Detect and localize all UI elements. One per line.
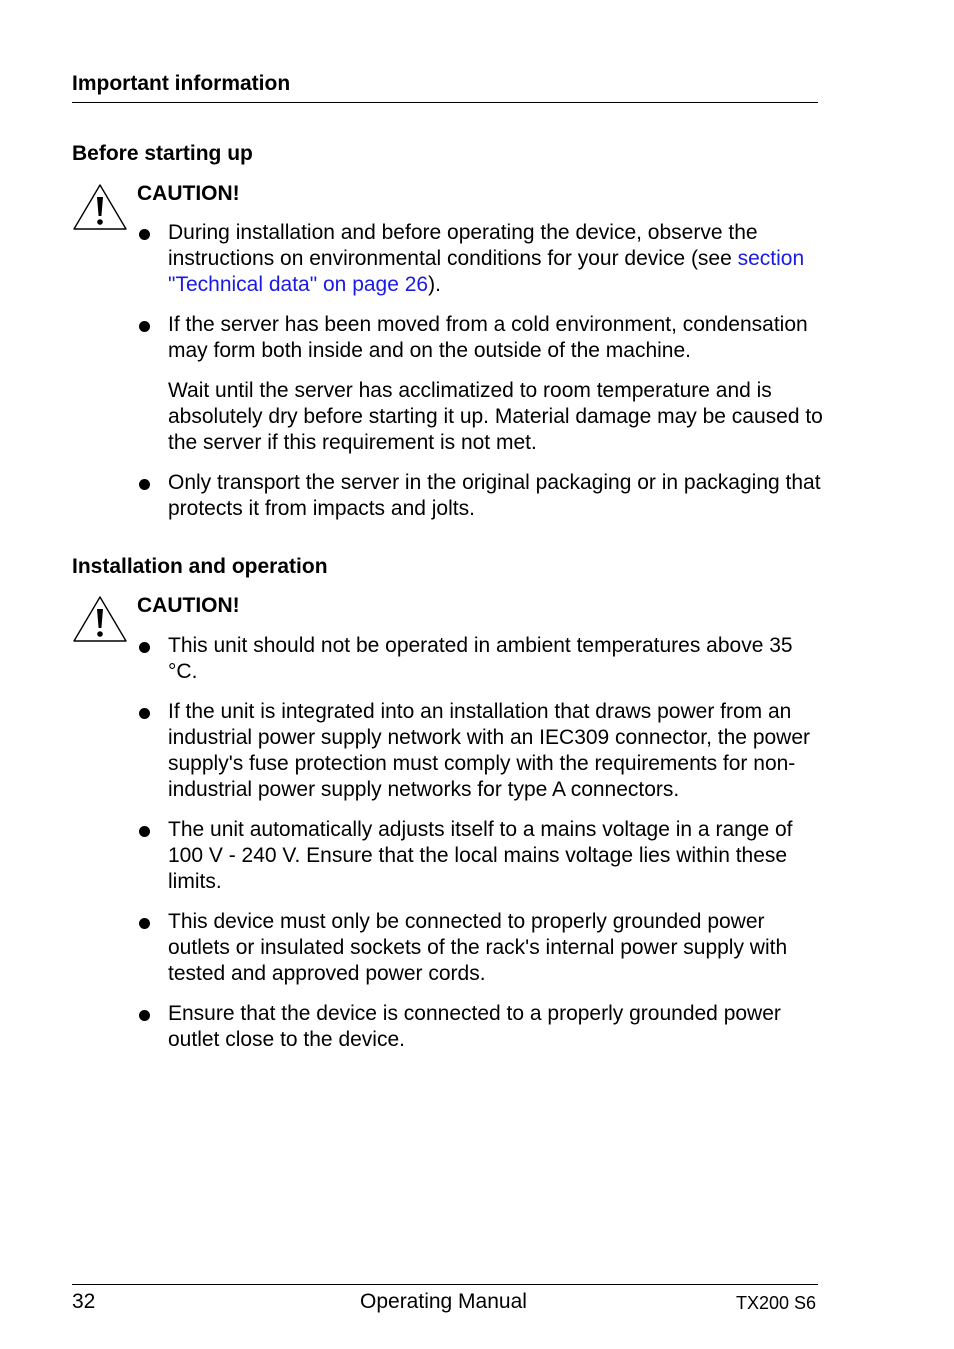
item-text: This device must only be connected to properly grounded power outlets or insulated sockets of the rack's internal power supply with tested and approved power cords. — [168, 910, 788, 985]
warning-icon — [72, 594, 128, 644]
item-text: If the unit is integrated into an installation that draws power from an industrial power supply network with an IEC309 connector, the power supply's fuse protection must comply with the requirements for non-industrial power supply networks for type A connectors. — [168, 700, 811, 801]
section-heading-installation: Installation and operation — [72, 555, 328, 578]
list-item — [137, 220, 827, 298]
list-item — [137, 699, 827, 803]
list-item — [137, 1001, 827, 1053]
bullet-icon — [139, 642, 150, 653]
page-number: 32 — [72, 1290, 96, 1313]
model-name: TX200 S6 — [736, 1293, 817, 1313]
section-heading-before-starting: Before starting up — [72, 142, 253, 165]
bullet-icon — [139, 708, 150, 719]
footer-rule — [72, 1284, 818, 1285]
bullet-icon — [139, 918, 150, 929]
item-text: If the server has been moved from a cold environment, condensation may form both inside and on the outside of the machine. — [168, 313, 808, 362]
item-text: Ensure that the device is connected to a properly grounded power outlet close to the device. — [168, 1002, 781, 1051]
list-item — [137, 633, 827, 685]
bullet-icon — [139, 229, 150, 240]
list-item — [137, 312, 827, 456]
bullet-icon — [139, 826, 150, 837]
item-text: During installation and before operating the device, observe the instructions on environmental conditions for your device (see — [168, 221, 758, 270]
bullet-icon — [139, 479, 150, 490]
bullet-icon — [139, 321, 150, 332]
item-text: Wait until the server has acclimatized to room temperature and is absolutely dry before starting it up. Material damage may be caused to the server if this requirement is not met. — [168, 379, 823, 454]
list-item — [137, 470, 827, 522]
technical-data-link[interactable]: section "Technical data" on page 26 — [168, 247, 805, 296]
item-text-end: ). — [428, 273, 441, 296]
bullet-icon — [139, 1010, 150, 1021]
item-text: The unit automatically adjusts itself to a mains voltage in a range of 100 V - 240 V. Ensure that the local mains voltage lies within these limits. — [168, 818, 793, 893]
caution-list-before-starting — [137, 220, 827, 522]
warning-icon — [72, 182, 128, 232]
manual-title: Operating Manual — [360, 1290, 527, 1313]
running-header: Important information — [72, 72, 291, 95]
caution-label: CAUTION! — [137, 594, 240, 617]
item-text: This unit should not be operated in ambient temperatures above 35 °C. — [168, 634, 793, 683]
header-rule — [72, 102, 818, 103]
caution-label: CAUTION! — [137, 182, 240, 205]
caution-list-installation — [137, 633, 827, 1053]
list-item — [137, 909, 827, 987]
list-item — [137, 817, 827, 895]
item-text: Only transport the server in the original packaging or in packaging that protects it from impacts and jolts. — [168, 471, 821, 520]
